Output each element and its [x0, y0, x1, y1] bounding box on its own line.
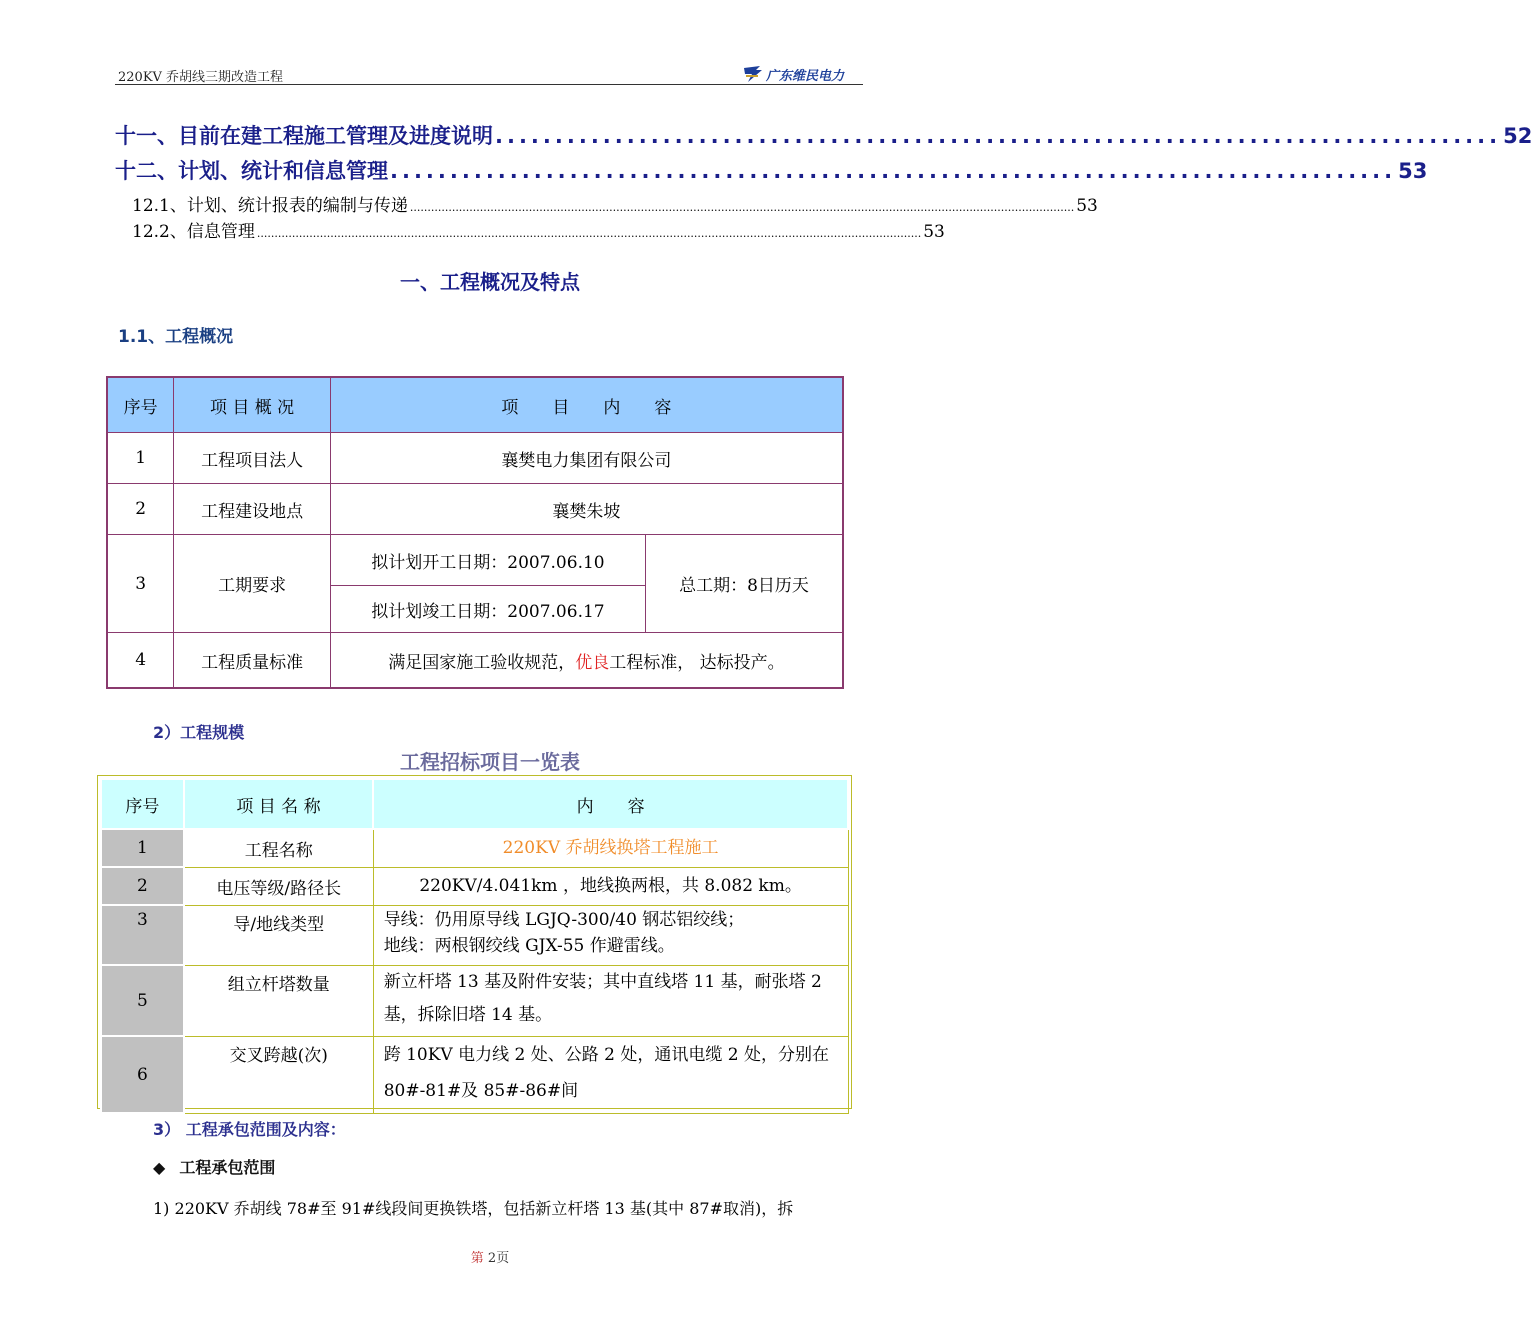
row-number: 1: [107, 433, 174, 484]
subsection-title: 2）工程规模: [153, 723, 245, 742]
table-header-row: [101, 779, 848, 829]
bullet-label: 工程承包范围: [179, 1158, 276, 1177]
start-date: 拟计划开工日期：2007.06.10: [330, 535, 645, 586]
table-row: [101, 965, 848, 1036]
header-cell: 项 目 名 称: [184, 779, 373, 829]
content-line: 地线：两根钢绞线 GJX-55 作避雷线。: [383, 936, 675, 956]
row-item: 工程质量标准: [174, 633, 331, 689]
toc-entry-label: 十一、目前在建工程施工管理及进度说明: [115, 124, 493, 148]
table-row: [101, 1036, 848, 1113]
header-divider: [115, 84, 863, 85]
header-cell: 序号: [107, 377, 174, 433]
header-cell: 序号: [101, 779, 184, 829]
header-cell: 项 目 概 况: [174, 377, 331, 433]
toc-subentry-label: 12.1、计划、统计报表的编制与传递: [132, 196, 408, 216]
toc-entry[interactable]: [115, 120, 1532, 150]
toc-entry-label: 十二、计划、统计和信息管理: [115, 159, 388, 183]
content-line: 跨 10KV 电力线 2 处、公路 2 处，通讯电缆 2 处，分别在: [383, 1044, 829, 1065]
subsection-title: 1.1、工程概况: [118, 327, 234, 347]
toc-entry[interactable]: [115, 155, 1428, 185]
row-number: 3: [107, 535, 174, 633]
row-name: 电压等级/路径长: [184, 867, 373, 905]
body-paragraph: 1) 220KV 乔胡线 78#至 91#线段间更换铁塔，包括新立杆塔 13 基(其中 87#取消)，拆: [153, 1199, 794, 1218]
section-title: 一、工程概况及特点: [400, 270, 580, 294]
row-content: [373, 1036, 848, 1113]
toc-subentry-page: 53: [923, 222, 945, 242]
toc-leader: ....................................................................................: [495, 124, 1502, 148]
total-duration: 总工期：8日历天: [646, 535, 843, 633]
row-content: [373, 965, 848, 1036]
toc-leader: ..............................................................................................................................................................................................: [256, 227, 922, 240]
content-line: 导线：仍用原导线 LGJQ-300/40 钢芯铝绞线；: [383, 910, 745, 930]
row-name: 导/地线类型: [184, 905, 373, 965]
row-number: 6: [101, 1036, 184, 1113]
row-content: 襄樊电力集团有限公司: [330, 433, 843, 484]
table-row: [101, 867, 848, 905]
page-footer: [0, 1247, 980, 1266]
row-item: 工程项目法人: [174, 433, 331, 484]
table-row: [101, 905, 848, 965]
toc-entry-page: 53: [1398, 159, 1428, 183]
row-name: 工程名称: [184, 829, 373, 867]
table-title: 工程招标项目一览表: [400, 750, 580, 774]
row-number: 2: [101, 867, 184, 905]
quality-highlight: 优良: [575, 652, 610, 673]
subsection-title: 3） 工程承包范围及内容：: [153, 1120, 346, 1139]
row-number: 3: [101, 905, 184, 965]
quality-text-b: 工程标准， 达标投产。: [609, 652, 785, 673]
row-content: 220KV 乔胡线换塔工程施工: [373, 829, 848, 867]
table-row: [107, 535, 843, 586]
toc-leader: ....................................................................................: [390, 159, 1397, 183]
row-number: 4: [107, 633, 174, 689]
table-row: [101, 829, 848, 867]
row-content: 襄樊朱坡: [330, 484, 843, 535]
content-line: 新立杆塔 13 基及附件安装；其中直线塔 11 基，耐张塔 2: [383, 971, 822, 992]
row-content: 220KV/4.041km ，地线换两根，共 8.082 km。: [373, 867, 848, 905]
page-number: 2: [487, 1251, 497, 1266]
table-header-row: [107, 377, 843, 433]
toc-leader: ..............................................................................................................................................................................................: [409, 201, 1075, 214]
row-name: 交叉跨越(次): [184, 1036, 373, 1113]
project-overview-table: [106, 376, 844, 689]
row-number: 5: [101, 965, 184, 1036]
quality-text-a: 满足国家施工验收规范，: [388, 652, 576, 673]
footer-prefix: 第: [470, 1251, 484, 1266]
row-item: 工程建设地点: [174, 484, 331, 535]
content-line: 80#-81#及 85#-86#间: [383, 1080, 579, 1101]
toc-subentry-page: 53: [1076, 196, 1098, 216]
content-line: 基，拆除旧塔 14 基。: [383, 1004, 553, 1025]
row-number: 2: [107, 484, 174, 535]
row-content: [330, 633, 843, 689]
end-date: 拟计划竣工日期：2007.06.17: [330, 586, 645, 633]
row-item: 工期要求: [174, 535, 331, 633]
bid-items-table: [100, 778, 849, 1114]
row-content: [373, 905, 848, 965]
header-cell: 内 容: [373, 779, 848, 829]
logo-text: 广东维民电力: [766, 69, 845, 84]
toc-entry-page: 52: [1503, 124, 1532, 148]
bullet-heading: [153, 1155, 275, 1178]
diamond-bullet-icon: ◆: [153, 1158, 166, 1177]
toc-subentry[interactable]: [132, 217, 945, 242]
toc-subentry[interactable]: [132, 191, 1098, 216]
table-row: [107, 633, 843, 689]
header-cell: 项 目 内 容: [330, 377, 843, 433]
row-name: 组立杆塔数量: [184, 965, 373, 1036]
table-row: [107, 433, 843, 484]
toc-subentry-label: 12.2、信息管理: [132, 222, 255, 242]
footer-suffix: 页: [496, 1251, 510, 1266]
table-row: [107, 484, 843, 535]
row-number: 1: [101, 829, 184, 867]
header-title: 220KV 乔胡线三期改造工程: [118, 70, 284, 85]
company-logo: [742, 64, 864, 84]
logo-icon: [742, 64, 764, 84]
